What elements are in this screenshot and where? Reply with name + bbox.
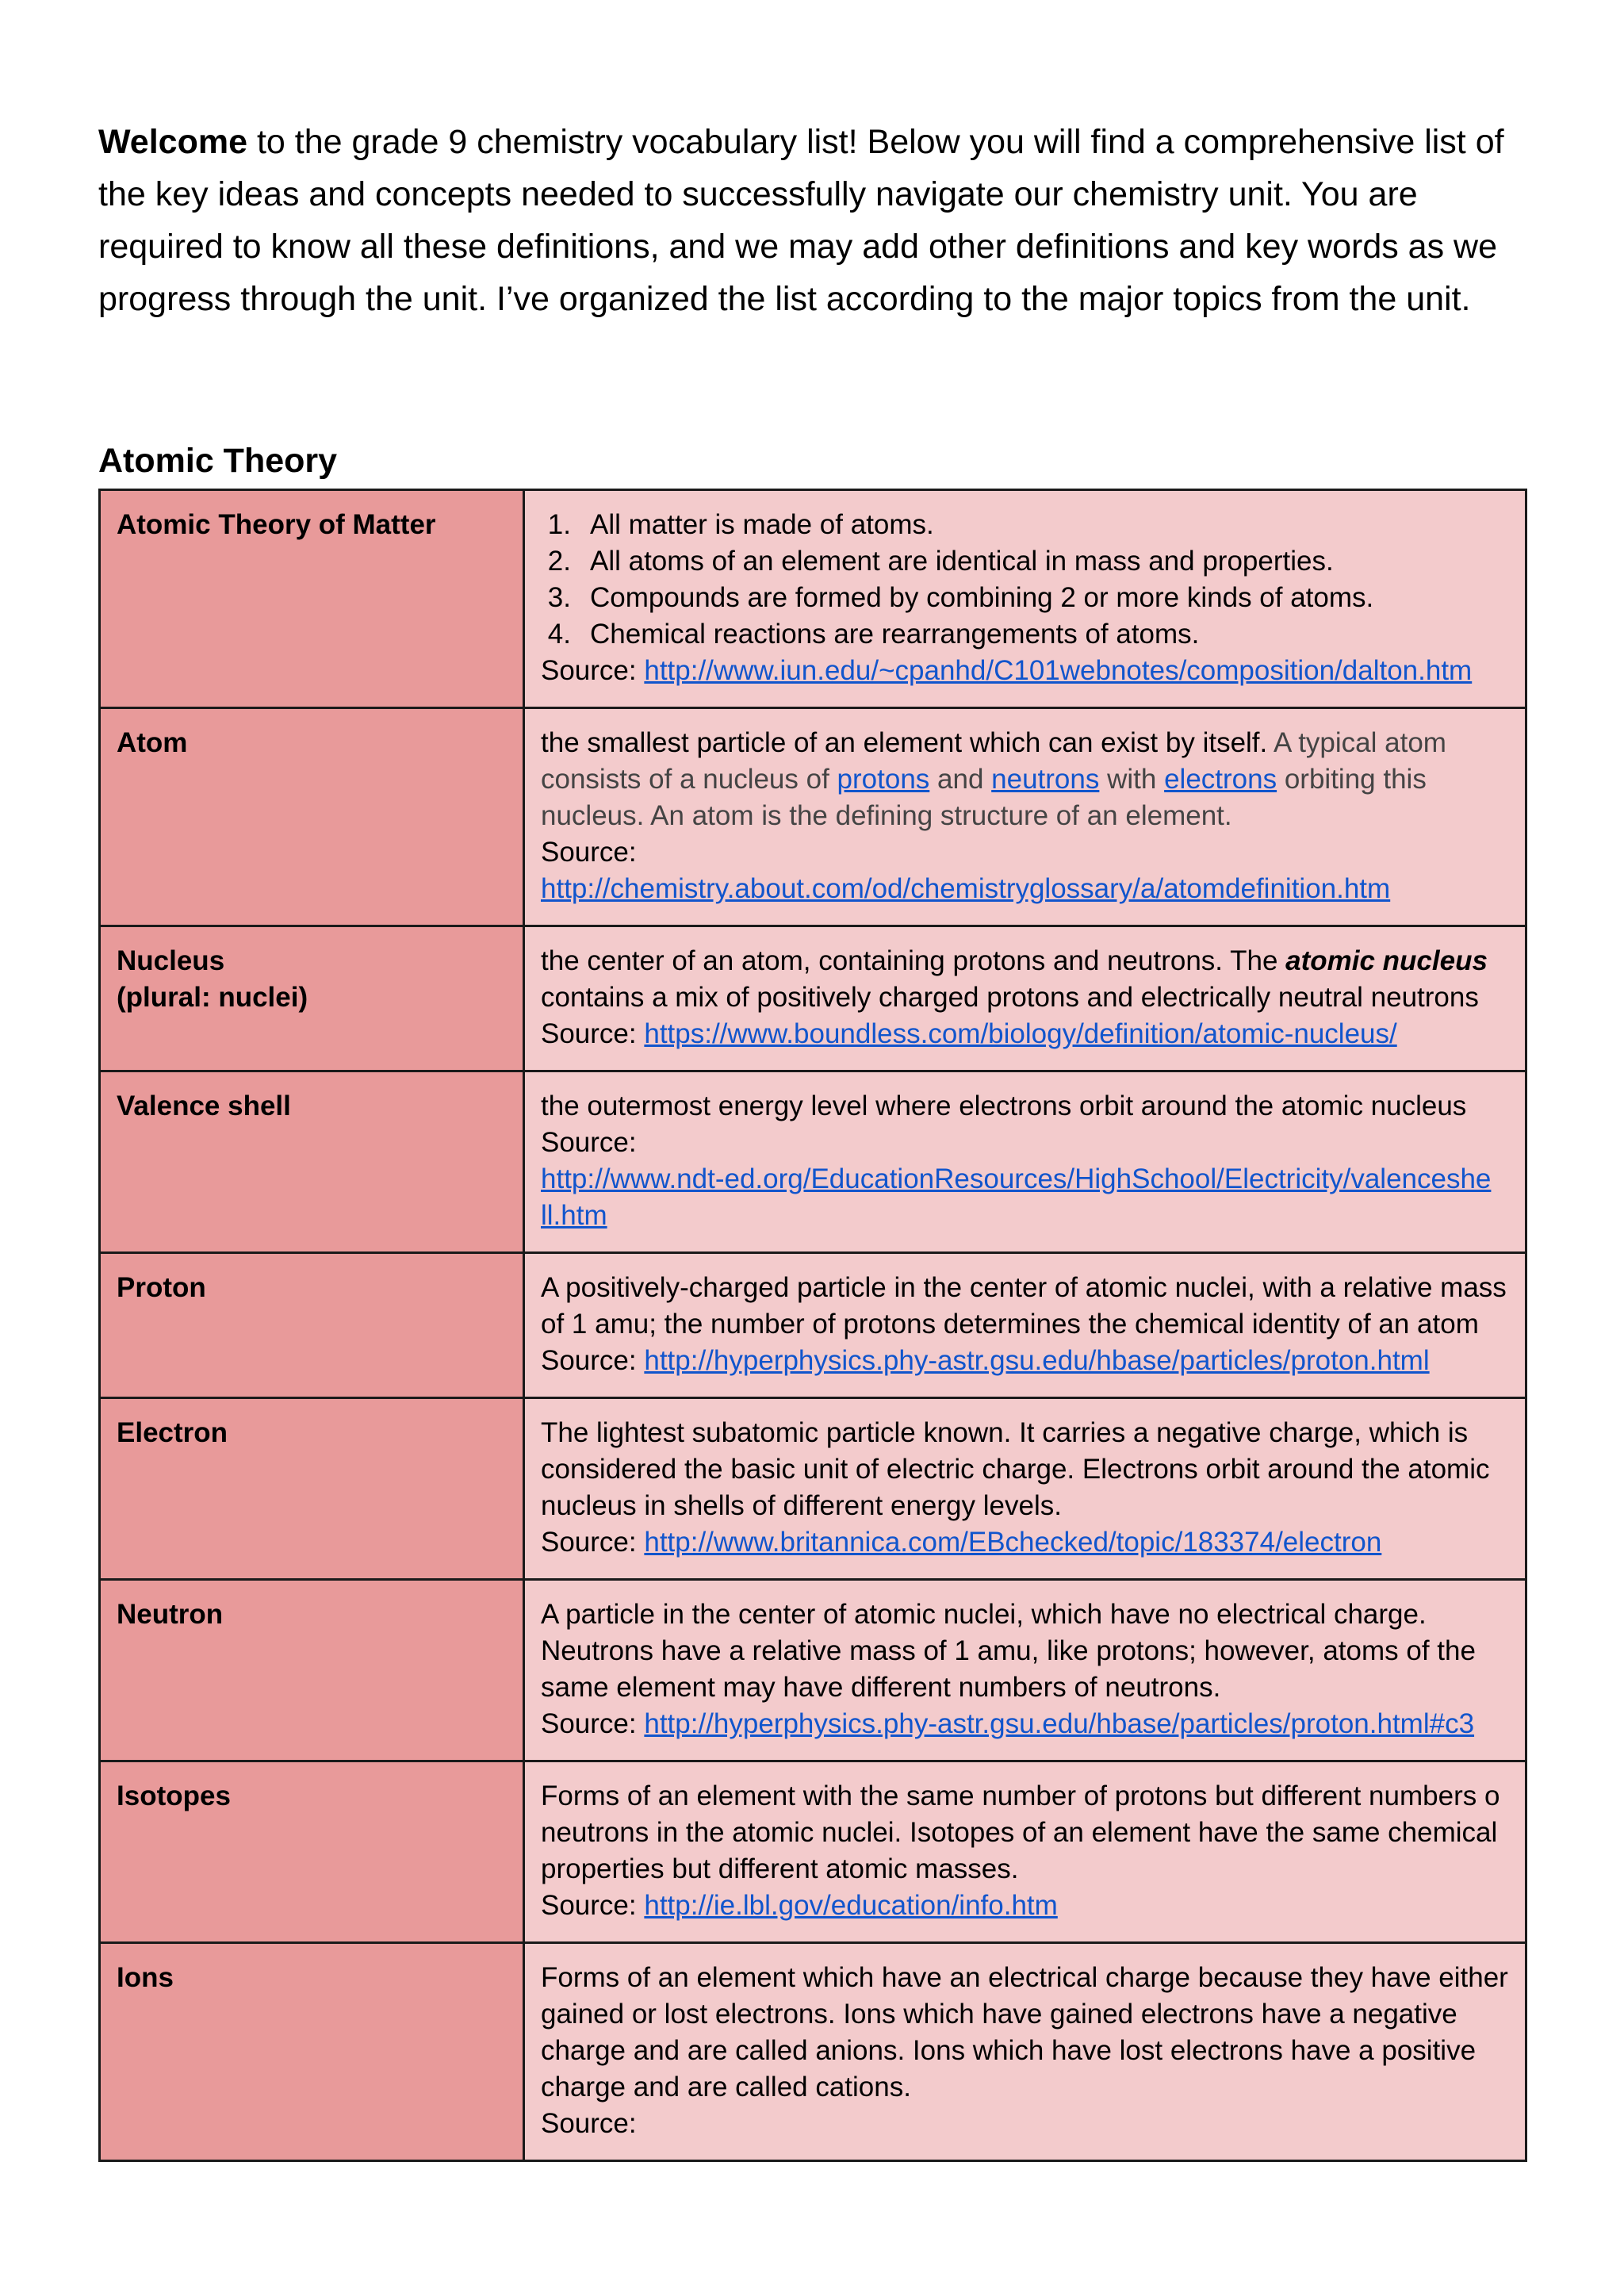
table-row bbox=[100, 1253, 1526, 1398]
source-link[interactable]: http://hyperphysics.phy-astr.gsu.edu/hbase/particles/proton.html bbox=[644, 1345, 1430, 1376]
term-cell: Atomic Theory of Matter bbox=[100, 490, 524, 708]
source-line: Source: bbox=[541, 2108, 637, 2139]
definition-cell: A positively-charged particle in the center of atomic nuclei, with a relative mass of 1 amu; the number of protons determines the chemical identity of an atom Source: http://hyperphysics.phy-astr.gsu.edu/hbase/particles/proton.html bbox=[524, 1253, 1526, 1398]
source-link[interactable]: http://ie.lbl.gov/education/info.htm bbox=[644, 1890, 1058, 1921]
table-row bbox=[100, 1580, 1526, 1761]
theory-list bbox=[541, 507, 1525, 653]
source-line: Source: http://www.britannica.com/EBchecked/topic/183374/electron bbox=[541, 1527, 1382, 1558]
definition-cell: the smallest particle of an element which can exist by itself. A typical atom consists of a nucleus of protons and neutrons with electrons orbiting this nucleus. An atom is the defining structure of an element. Source: http://chemistry.about.com/od/chemistryglossary/a/atomdefinition.htm bbox=[524, 708, 1526, 926]
intro-bold-word: Welcome bbox=[98, 123, 247, 161]
definition-cell: the center of an atom, containing protons and neutrons. The atomic nucleus contains a mix of positively charged protons and electrically neutral neutrons Source: https://www.boundless.com/biology/definition/atomic-nucleus/ bbox=[524, 926, 1526, 1071]
definition-cell bbox=[524, 490, 1526, 708]
source-link[interactable]: http://www.britannica.com/EBchecked/topic/183374/electron bbox=[644, 1527, 1382, 1558]
source-line: Source: http://hyperphysics.phy-astr.gsu.edu/hbase/particles/proton.html bbox=[541, 1345, 1430, 1376]
table-row bbox=[100, 1943, 1526, 2161]
electrons-link[interactable]: electrons bbox=[1164, 764, 1277, 795]
source-link[interactable]: http://hyperphysics.phy-astr.gsu.edu/hbase/particles/proton.html#c3 bbox=[644, 1708, 1475, 1739]
source-link[interactable]: http://www.iun.edu/~cpanhd/C101webnotes/composition/dalton.htm bbox=[644, 655, 1473, 686]
list-item: 3. Compounds are formed by combining 2 or more kinds of atoms. bbox=[547, 582, 1374, 613]
table-row bbox=[100, 1071, 1526, 1253]
term-cell: Atom bbox=[100, 708, 524, 926]
list-item: 4. Chemical reactions are rearrangements of atoms. bbox=[547, 619, 1200, 650]
term-cell: Valence shell bbox=[100, 1071, 524, 1253]
table-row bbox=[100, 708, 1526, 926]
source-link[interactable]: https://www.boundless.com/biology/definition/atomic-nucleus/ bbox=[644, 1018, 1397, 1049]
source-line: Source: bbox=[541, 837, 637, 868]
term-cell: Isotopes bbox=[100, 1761, 524, 1943]
source-line: Source: http://hyperphysics.phy-astr.gsu.edu/hbase/particles/proton.html#c3 bbox=[541, 1708, 1475, 1739]
definition-cell: the outermost energy level where electrons orbit around the atomic nucleus Source: http://www.ndt-ed.org/EducationResources/HighSchool/Electricity/valenceshe ll.htm bbox=[524, 1071, 1526, 1253]
source-line: Source: http://ie.lbl.gov/education/info.htm bbox=[541, 1890, 1058, 1921]
source-line: Source: bbox=[541, 1127, 637, 1158]
source-link-continued[interactable]: ll.htm bbox=[541, 1200, 607, 1231]
term-cell: Ions bbox=[100, 1943, 524, 2161]
term-cell: Nucleus (plural: nuclei) bbox=[100, 926, 524, 1071]
definition-cell: Forms of an element with the same number of protons but different numbers o neutrons in the atomic nuclei. Isotopes of an element have the same chemical properties but different atomic masses. Source: http://ie.lbl.gov/education/info.htm bbox=[524, 1761, 1526, 1943]
intro-paragraph bbox=[98, 116, 1542, 325]
list-item: 1. All matter is made of atoms. bbox=[547, 509, 934, 540]
term-cell: Proton bbox=[100, 1253, 524, 1398]
source-line: Source: http://www.iun.edu/~cpanhd/C101webnotes/composition/dalton.htm bbox=[541, 655, 1473, 686]
table-row bbox=[100, 1398, 1526, 1580]
emphasized-term: atomic nucleus bbox=[1285, 945, 1488, 976]
definition-cell: The lightest subatomic particle known. It carries a negative charge, which is considered the basic unit of electric charge. Electrons orbit around the atomic nucleus in shells of different energy levels. Source: http://www.britannica.com/EBchecked/topic/183374/electron bbox=[524, 1398, 1526, 1580]
table-row bbox=[100, 490, 1526, 708]
neutrons-link[interactable]: neutrons bbox=[991, 764, 1100, 795]
term-cell: Electron bbox=[100, 1398, 524, 1580]
section-title: Atomic Theory bbox=[98, 442, 338, 480]
definition-cell: A particle in the center of atomic nuclei, which have no electrical charge. Neutrons have a relative mass of 1 amu, like protons; however, atoms of the same element may have different numbers of neutrons. Source: http://hyperphysics.phy-astr.gsu.edu/hbase/particles/proton.html#c3 bbox=[524, 1580, 1526, 1761]
list-item: 2. All atoms of an element are identical in mass and properties. bbox=[547, 546, 1334, 577]
table-row bbox=[100, 926, 1526, 1071]
term-cell: Neutron bbox=[100, 1580, 524, 1761]
source-link[interactable]: http://chemistry.about.com/od/chemistryglossary/a/atomdefinition.htm bbox=[541, 873, 1391, 904]
source-line: Source: https://www.boundless.com/biology/definition/atomic-nucleus/ bbox=[541, 1018, 1397, 1049]
table-row bbox=[100, 1761, 1526, 1943]
source-link[interactable]: http://www.ndt-ed.org/EducationResources/HighSchool/Electricity/valenceshe bbox=[541, 1163, 1492, 1194]
definition-cell: Forms of an element which have an electrical charge because they have either gained or lost electrons. Ions which have gained electrons have a negative charge and are called anions. Ions which have lost electrons have a positive charge and are called cations. Source: bbox=[524, 1943, 1526, 2161]
intro-text: to the grade 9 chemistry vocabulary list! Below you will find a comprehensive list of the key ideas and concepts needed to successfully navigate our chemistry unit. You are required to know all these definitions, and we may add other definitions and key words as we progress through the unit. I’ve organized the list according to the major topics from the unit. bbox=[98, 123, 1504, 318]
vocabulary-table bbox=[98, 489, 1527, 2162]
protons-link[interactable]: protons bbox=[837, 764, 930, 795]
